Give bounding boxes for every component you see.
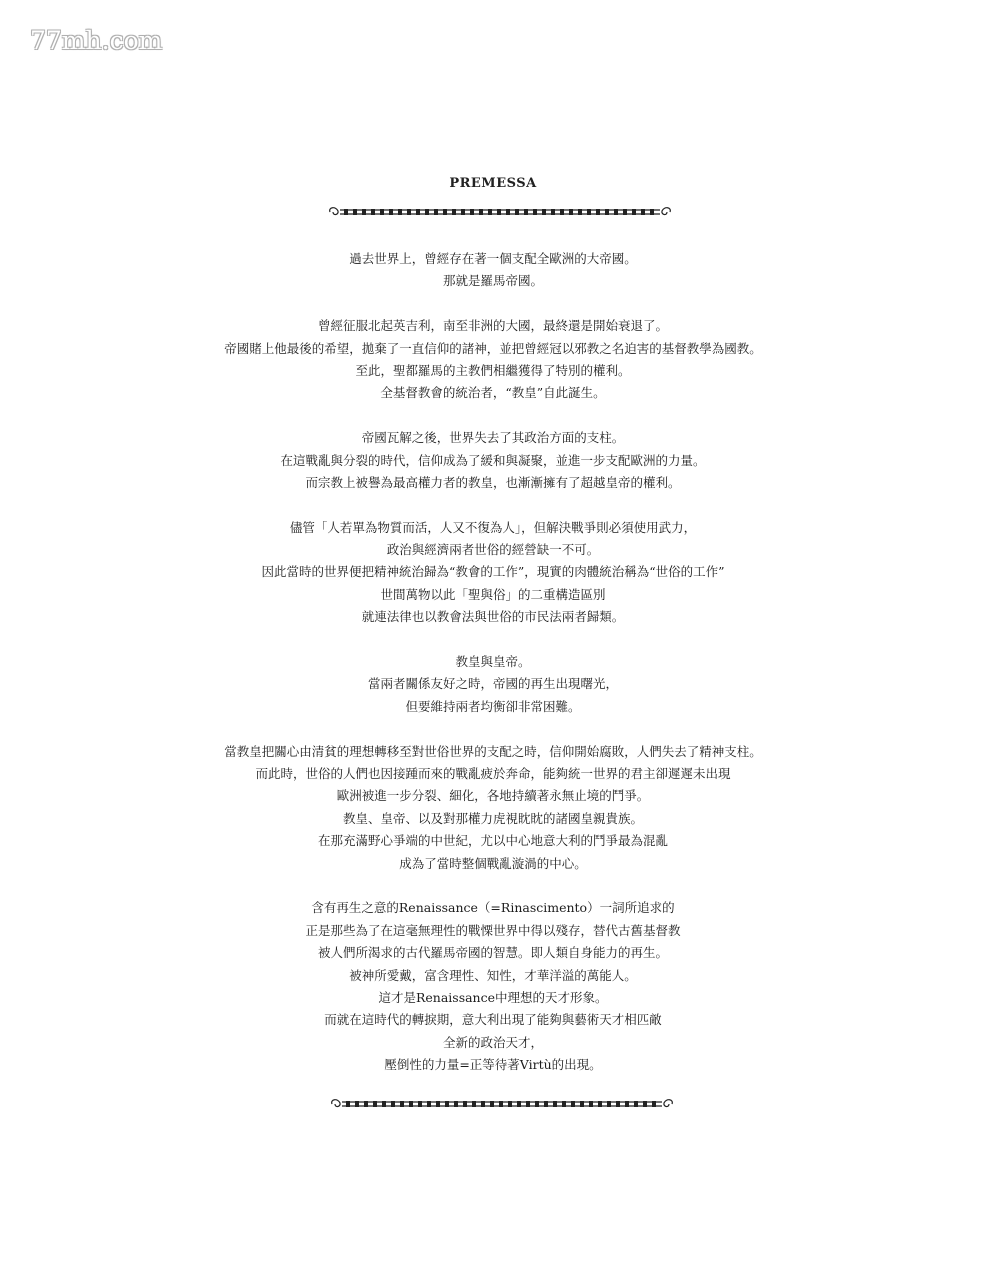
ornament-mark	[452, 209, 456, 215]
text-line: 正是那些為了在這毫無理性的戰慄世界中得以殘存，替代古舊基督教	[305, 922, 681, 938]
text-line: 全新的政治天才，	[442, 1034, 543, 1050]
ornament-mark	[560, 209, 564, 215]
ornament-mark	[650, 209, 654, 215]
ornament-mark	[506, 209, 510, 215]
text-line: 而此時，世俗的人們也因接踵而來的戰亂疲於奔命，能夠統一世界的君主卻遲遲未出現	[255, 765, 731, 781]
ornament-mark	[353, 209, 357, 215]
ornament-mark	[472, 1101, 476, 1107]
ornament-mark	[634, 1101, 638, 1107]
ornament-mark	[526, 1101, 530, 1107]
ornament-mark	[407, 209, 411, 215]
paragraph-gap	[0, 293, 986, 315]
site-watermark: 77mh.com	[30, 26, 163, 55]
text-line: 被神所愛戴，富含理性、知性，才華洋溢的萬能人。	[349, 967, 637, 983]
text-line: 政治與經濟兩者世俗的經營缺一不可。	[386, 542, 600, 558]
ornament-mark	[481, 1101, 485, 1107]
text-line: 當兩者關係友好之時，帝國的再生出現曙光，	[367, 676, 618, 692]
ornament-mark	[463, 1101, 467, 1107]
text-line: 就連法律也以教會法與世俗的市民法兩者歸類。	[361, 609, 625, 625]
ornament-mark	[533, 209, 537, 215]
ornament-mark	[490, 1101, 494, 1107]
ornament-mark	[535, 1101, 539, 1107]
ornament-mark	[436, 1101, 440, 1107]
ornament-mark	[445, 1101, 449, 1107]
ornament-mark	[418, 1101, 422, 1107]
ornament-mark	[632, 209, 636, 215]
ornamental-divider-bottom	[328, 1097, 676, 1111]
ornament-mark	[587, 209, 591, 215]
text-line: 但要維持兩者均衡卻非常困難。	[405, 698, 581, 714]
text-line: 儘管「人若單為物質而活，人又不復為人」，但解決戰爭則必須使用武力，	[289, 519, 697, 535]
ornament-mark	[571, 1101, 575, 1107]
ornament-mark	[625, 1101, 629, 1107]
paragraph-gap	[0, 405, 986, 427]
text-line: 被人們所渴求的古代羅馬帝國的智慧。即人類自身能力的再生。	[317, 945, 668, 961]
ornament-mark	[416, 209, 420, 215]
page-title: PREMESSA	[449, 176, 537, 191]
paragraph-gap	[0, 494, 986, 516]
ornament-mark	[652, 1101, 656, 1107]
prologue-text	[0, 248, 986, 1076]
ornament-mark	[391, 1101, 395, 1107]
ornament-mark	[355, 1101, 359, 1107]
ornament-mark	[607, 1101, 611, 1107]
ornament-mark	[400, 1101, 404, 1107]
paragraph-gap	[0, 629, 986, 651]
text-line: 壓倒性的力量=正等待著Virtù的出現。	[384, 1057, 602, 1073]
text-line: 因此當時的世界便把精神統治歸為“教會的工作”，現實的肉體統治稱為“世俗的工作”	[261, 564, 725, 580]
ornament-mark	[596, 209, 600, 215]
ornament-mark	[616, 1101, 620, 1107]
ornament-mark	[589, 1101, 593, 1107]
ornament-mark	[562, 1101, 566, 1107]
ornament-mark	[605, 209, 609, 215]
ornament-mark	[479, 209, 483, 215]
text-line: 當教皇把關心由清貧的理想轉移至對世俗世界的支配之時，信仰開始腐敗，人們失去了精神支柱。	[224, 743, 762, 759]
ornament-mark	[580, 1101, 584, 1107]
text-line: 曾經征服北起英吉利，南至非洲的大國，最終還是開始衰退了。	[317, 318, 668, 334]
text-line: 教皇與皇帝。	[455, 654, 531, 670]
ornament-mark	[623, 209, 627, 215]
text-line: 歐洲被進一步分裂、細化，各地持續著永無止境的鬥爭。	[336, 788, 650, 804]
ornament-mark	[578, 209, 582, 215]
ornament-mark	[641, 209, 645, 215]
paragraph-gap	[0, 875, 986, 897]
text-line: 而宗教上被譽為最高權力者的教皇，也漸漸擁有了超越皇帝的權利。	[305, 474, 681, 490]
ornament-mark	[346, 1101, 350, 1107]
ornament-mark	[542, 209, 546, 215]
ornament-mark	[427, 1101, 431, 1107]
text-line: 在那充滿野心爭端的中世紀，尤以中心地意大利的鬥爭最為混亂	[317, 833, 668, 849]
text-line: 而就在這時代的轉捩期，意大利出現了能夠與藝術天才相匹敵	[324, 1012, 662, 1028]
text-line: 在這戰亂與分裂的時代，信仰成為了緩和與凝聚，並進一步支配歐洲的力量。	[280, 452, 706, 468]
text-line: 教皇、皇帝、以及對那權力虎視眈眈的諸國皇親貴族。	[342, 810, 643, 826]
text-line: 帝國瓦解之後，世界失去了其政治方面的支柱。	[361, 430, 625, 446]
ornament-mark	[515, 209, 519, 215]
ornament-mark	[470, 209, 474, 215]
ornament-mark	[373, 1101, 377, 1107]
ornament-mark	[508, 1101, 512, 1107]
ornament-mark	[371, 209, 375, 215]
ornament-mark	[544, 1101, 548, 1107]
ornament-mark	[434, 209, 438, 215]
ornament-mark	[380, 209, 384, 215]
ornament-mark	[551, 209, 555, 215]
ornament-mark	[499, 1101, 503, 1107]
paragraph-gap	[0, 718, 986, 740]
text-line: 這才是Renaissance中理想的天才形象。	[378, 989, 608, 1005]
ornament-mark	[614, 209, 618, 215]
ornament-mark	[443, 209, 447, 215]
ornament-mark	[488, 209, 492, 215]
ornament-mark	[517, 1101, 521, 1107]
ornament-mark	[524, 209, 528, 215]
text-line: 含有再生之意的Renaissance（=Rinascimento）一詞所追求的	[311, 900, 675, 916]
ornament-mark	[461, 209, 465, 215]
ornament-mark	[382, 1101, 386, 1107]
ornament-mark	[409, 1101, 413, 1107]
text-line: 過去世界上，曾經存在著一個支配全歐洲的大帝國。	[349, 251, 637, 266]
text-line: 那就是羅馬帝國。	[442, 273, 543, 289]
text-line: 至此，聖都羅馬的主教們相繼獲得了特別的權利。	[355, 362, 631, 378]
text-line: 全基督教會的統治者，“教皇”自此誕生。	[380, 385, 606, 401]
ornament-mark	[389, 209, 393, 215]
ornament-mark	[553, 1101, 557, 1107]
ornament-mark	[344, 209, 348, 215]
ornament-mark	[497, 209, 501, 215]
ornament-mark	[398, 209, 402, 215]
ornamental-divider-top	[326, 205, 674, 219]
ornament-mark	[362, 209, 366, 215]
text-line: 世間萬物以此「聖與俗」的二重構造區別	[380, 586, 606, 602]
ornament-mark	[454, 1101, 458, 1107]
text-line: 帝國賭上他最後的希望，拋棄了一直信仰的諸神，並把曾經冠以邪教之名迫害的基督教學為國教。	[224, 340, 762, 356]
ornament-mark	[364, 1101, 368, 1107]
text-line: 成為了當時整個戰亂漩渦的中心。	[399, 855, 587, 871]
ornament-mark	[643, 1101, 647, 1107]
ornament-mark	[569, 209, 573, 215]
ornament-mark	[598, 1101, 602, 1107]
ornament-mark	[425, 209, 429, 215]
